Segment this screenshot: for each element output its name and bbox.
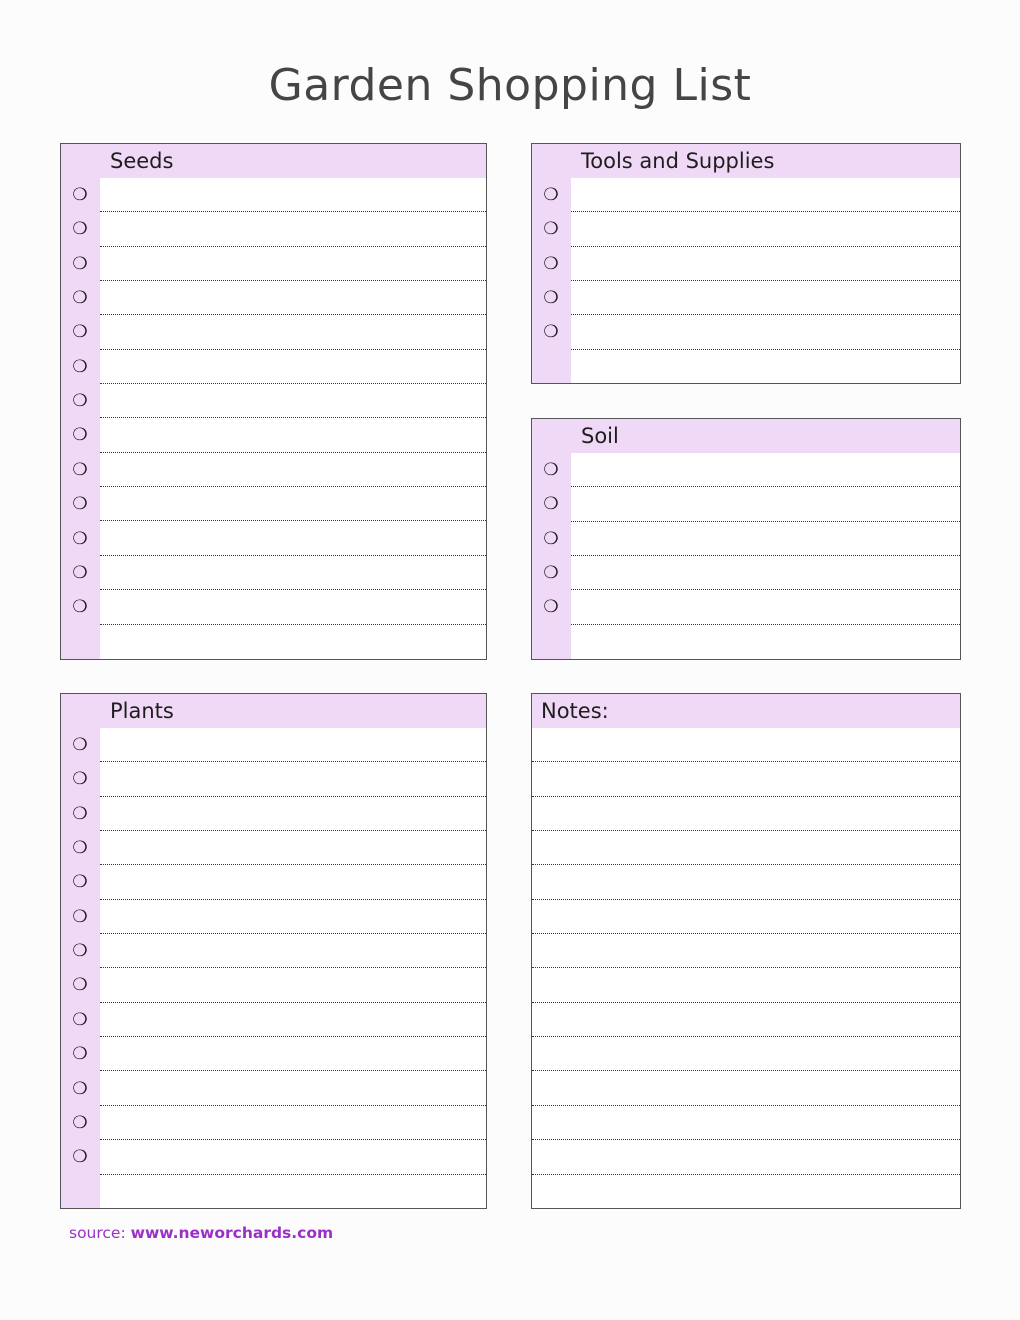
notes-line[interactable]: [532, 900, 960, 934]
notes-line[interactable]: [532, 728, 960, 762]
checkbox-icon[interactable]: ❍: [72, 288, 88, 309]
checkbox-icon[interactable]: ❍: [72, 1009, 88, 1030]
plants-line[interactable]: [100, 900, 486, 934]
checkbox-icon[interactable]: ❍: [543, 563, 559, 584]
plants-line[interactable]: [100, 934, 486, 968]
checkbox-icon[interactable]: ❍: [72, 597, 88, 618]
checkbox-icon[interactable]: ❍: [72, 425, 88, 446]
checkbox-icon[interactable]: ❍: [72, 185, 88, 205]
plants-line[interactable]: [100, 797, 486, 831]
seeds-header: Seeds: [61, 144, 486, 178]
notes-line[interactable]: [532, 762, 960, 796]
seeds-line[interactable]: [100, 556, 486, 590]
checkbox-icon[interactable]: ❍: [72, 1044, 88, 1065]
seeds-line[interactable]: [100, 384, 486, 418]
checkbox-icon[interactable]: ❍: [72, 528, 88, 549]
checkbox-icon[interactable]: ❍: [72, 219, 88, 240]
notes-line[interactable]: [532, 1003, 960, 1037]
seeds-line[interactable]: [100, 625, 486, 659]
tools-lines: [571, 178, 960, 383]
checkbox-icon[interactable]: ❍: [72, 1147, 88, 1168]
checkbox-icon[interactable]: ❍: [72, 253, 88, 274]
soil-line[interactable]: [571, 590, 960, 624]
seeds-line[interactable]: [100, 418, 486, 452]
seeds-line[interactable]: [100, 350, 486, 384]
checkbox-icon[interactable]: ❍: [543, 322, 559, 343]
tools-line[interactable]: [571, 350, 960, 384]
checkbox-icon[interactable]: ❍: [72, 769, 88, 790]
soil-gutter: [532, 453, 571, 659]
seeds-line[interactable]: [100, 487, 486, 521]
checkbox-icon[interactable]: ❍: [543, 494, 559, 515]
tools-line[interactable]: [571, 212, 960, 246]
checkbox-icon[interactable]: ❍: [72, 872, 88, 893]
checkbox-icon[interactable]: ❍: [72, 356, 88, 377]
soil-line[interactable]: [571, 625, 960, 659]
soil-line[interactable]: [571, 522, 960, 556]
soil-lines: [571, 453, 960, 659]
plants-line[interactable]: [100, 1175, 486, 1209]
tools-section: [531, 143, 961, 384]
notes-line[interactable]: [532, 968, 960, 1002]
plants-line[interactable]: [100, 865, 486, 899]
notes-line[interactable]: [532, 831, 960, 865]
seeds-line[interactable]: [100, 212, 486, 246]
source-label: source:: [69, 1224, 131, 1242]
tools-header: Tools and Supplies: [532, 144, 960, 178]
tools-line[interactable]: [571, 178, 960, 212]
notes-section: [531, 693, 961, 1209]
plants-line[interactable]: [100, 728, 486, 762]
seeds-line[interactable]: [100, 315, 486, 349]
page-title: Garden Shopping List: [268, 60, 752, 111]
soil-line[interactable]: [571, 487, 960, 521]
checkbox-icon[interactable]: ❍: [72, 494, 88, 515]
checkbox-icon[interactable]: ❍: [543, 460, 559, 480]
checkbox-icon[interactable]: ❍: [543, 528, 559, 549]
checkbox-icon[interactable]: ❍: [72, 941, 88, 962]
checkbox-icon[interactable]: ❍: [72, 459, 88, 480]
plants-line[interactable]: [100, 1003, 486, 1037]
tools-gutter: [532, 178, 571, 383]
plants-lines: [100, 728, 486, 1208]
plants-header: Plants: [61, 694, 486, 728]
notes-line[interactable]: [532, 797, 960, 831]
soil-line[interactable]: [571, 453, 960, 487]
checkbox-icon[interactable]: ❍: [72, 735, 88, 755]
notes-header: Notes:: [532, 694, 960, 728]
checkbox-icon[interactable]: ❍: [543, 219, 559, 240]
plants-line[interactable]: [100, 1072, 486, 1106]
tools-line[interactable]: [571, 247, 960, 281]
plants-line[interactable]: [100, 831, 486, 865]
seeds-line[interactable]: [100, 590, 486, 624]
seeds-gutter: [61, 178, 100, 659]
plants-line[interactable]: [100, 1106, 486, 1140]
checkbox-icon[interactable]: ❍: [543, 185, 559, 205]
checkbox-icon[interactable]: ❍: [72, 562, 88, 583]
source-credit: [69, 1224, 333, 1242]
checkbox-icon[interactable]: ❍: [72, 838, 88, 859]
checkbox-icon[interactable]: ❍: [72, 1078, 88, 1099]
seeds-line[interactable]: [100, 453, 486, 487]
seeds-line[interactable]: [100, 522, 486, 556]
notes-line[interactable]: [532, 1106, 960, 1140]
checkbox-icon[interactable]: ❍: [72, 975, 88, 996]
tools-line[interactable]: [571, 315, 960, 349]
plants-gutter: [61, 728, 100, 1208]
checkbox-icon[interactable]: ❍: [72, 906, 88, 927]
checkbox-icon[interactable]: ❍: [543, 288, 559, 309]
plants-line[interactable]: [100, 1140, 486, 1174]
checkbox-icon[interactable]: ❍: [543, 597, 559, 618]
plants-line[interactable]: [100, 968, 486, 1002]
checkbox-icon[interactable]: ❍: [72, 322, 88, 343]
notes-line[interactable]: [532, 1037, 960, 1071]
tools-line[interactable]: [571, 281, 960, 315]
plants-section: [60, 693, 487, 1209]
soil-header: Soil: [532, 419, 960, 453]
plants-line[interactable]: [100, 762, 486, 796]
notes-line[interactable]: [532, 934, 960, 968]
plants-line[interactable]: [100, 1037, 486, 1071]
notes-line[interactable]: [532, 1072, 960, 1106]
seeds-line[interactable]: [100, 247, 486, 281]
checkbox-icon[interactable]: ❍: [72, 803, 88, 824]
soil-line[interactable]: [571, 556, 960, 590]
notes-line[interactable]: [532, 1140, 960, 1174]
source-link[interactable]: www.neworchards.com: [130, 1224, 334, 1242]
seeds-line[interactable]: [100, 178, 486, 212]
soil-section: [531, 418, 961, 660]
checkbox-icon[interactable]: ❍: [72, 391, 88, 412]
notes-line[interactable]: [532, 865, 960, 899]
seeds-line[interactable]: [100, 281, 486, 315]
notes-lines: [532, 728, 960, 1208]
notes-line[interactable]: [532, 1175, 960, 1209]
checkbox-icon[interactable]: ❍: [72, 1112, 88, 1133]
seeds-lines: [100, 178, 486, 659]
checkbox-icon[interactable]: ❍: [543, 253, 559, 274]
seeds-section: [60, 143, 487, 660]
